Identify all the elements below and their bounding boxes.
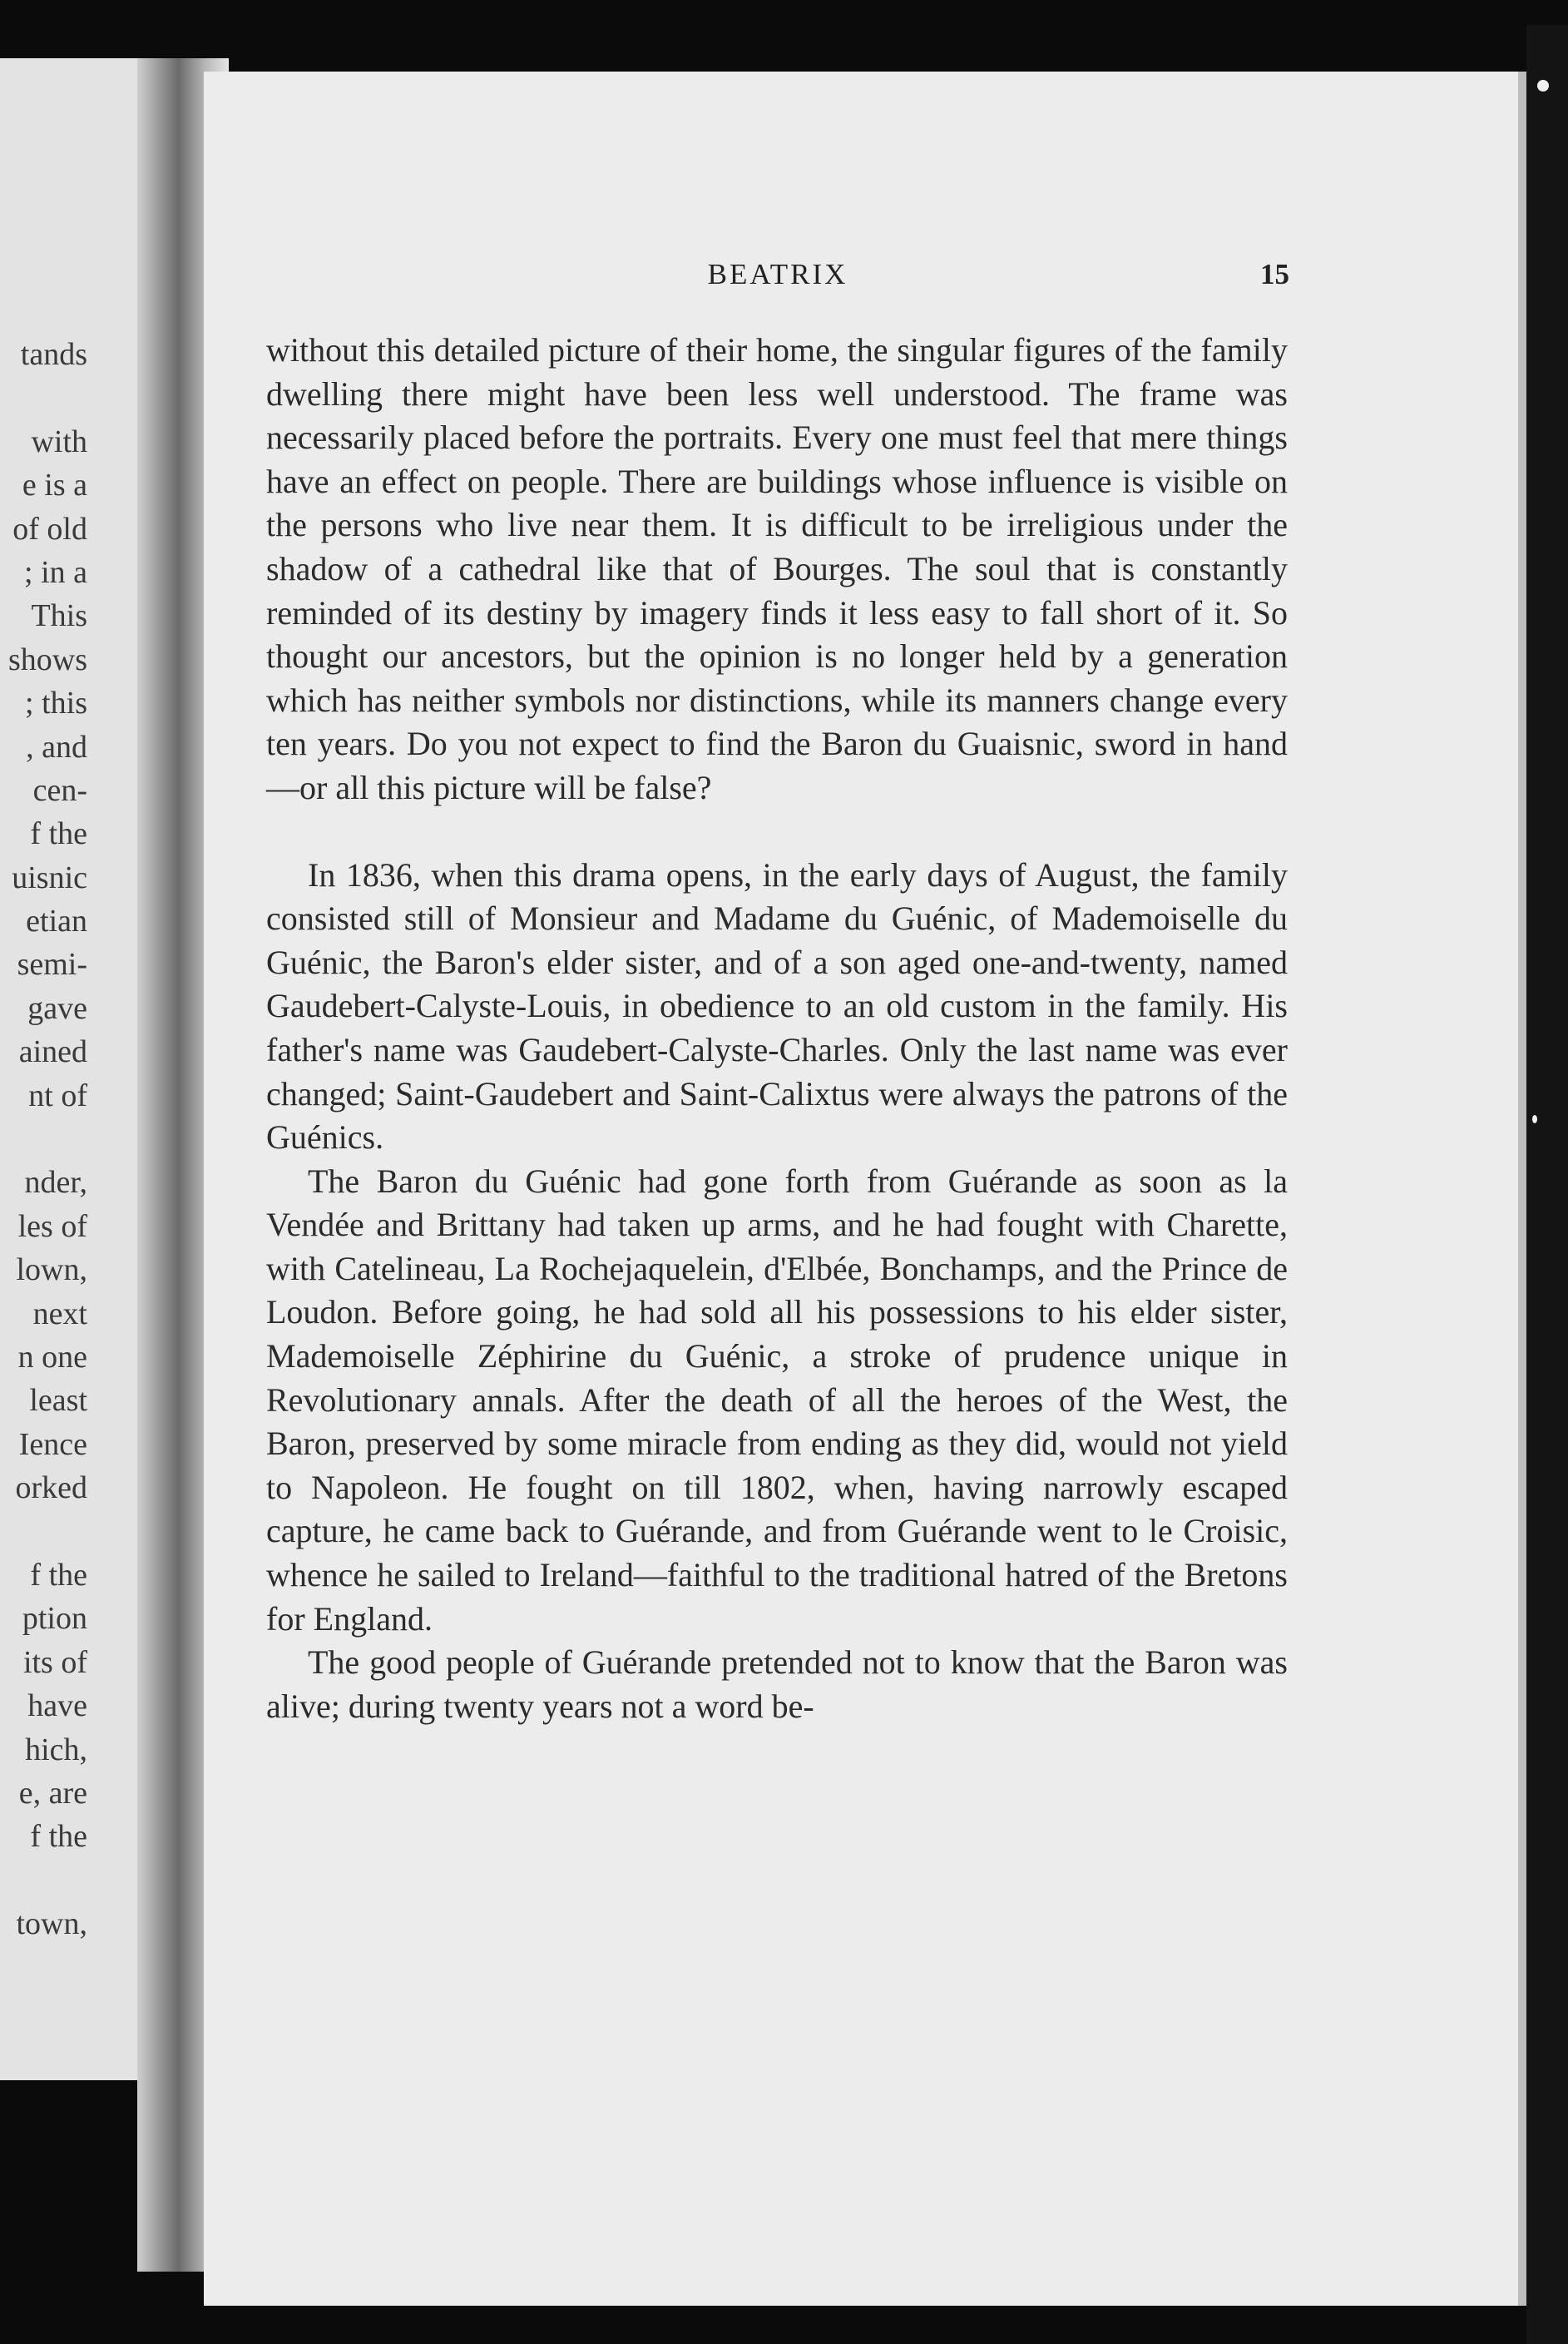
left-fragment: , and bbox=[26, 729, 87, 765]
left-fragment bbox=[0, 1510, 87, 1554]
left-fragment bbox=[0, 1859, 87, 1902]
scan-speck bbox=[1537, 80, 1549, 92]
left-fragment: ; in a bbox=[24, 554, 87, 590]
left-fragment: lown, bbox=[16, 1252, 87, 1288]
left-fragment: f the bbox=[30, 1557, 87, 1593]
left-fragment: hich, bbox=[25, 1732, 87, 1767]
left-fragment: This bbox=[31, 598, 87, 634]
paragraph: The good people of Guérande pretended not to know that the Baron was alive; during twenty years not a word be- bbox=[266, 1643, 1288, 1725]
left-fragment: e, are bbox=[18, 1775, 87, 1811]
left-fragment: town, bbox=[16, 1906, 87, 1942]
running-head-title: BEATRIX bbox=[707, 258, 848, 290]
left-fragment: ; this bbox=[25, 686, 87, 721]
left-fragment: shows bbox=[7, 642, 87, 677]
scan-border bbox=[1526, 25, 1568, 2344]
left-fragment: Ience bbox=[18, 1426, 87, 1462]
left-fragment: next bbox=[32, 1296, 87, 1331]
left-fragment: have bbox=[27, 1688, 87, 1724]
left-fragment: uisnic bbox=[12, 860, 87, 895]
left-fragment: orked bbox=[15, 1470, 87, 1506]
paragraph: without this detailed picture of their home, the singular figures of the family dwelling there might have been less well understood. The frame was necessarily placed before the portraits. Every one must feel that mere things have an effect on people. There are buildings whose influence is visible on the persons who live near them. It is difficult to be irreligious under the shadow of a cathedral like that of Bourges. The soul that is constantly reminded of its destiny by imagery finds it less easy to fall short of it. So thought our ancestors, but the opinion is no longer held by a generation which has neither symbols nor distinctions, while its manners change every ten years. Do you not expect to find the Baron du Guaisnic, sword in hand—or all this picture will be false? bbox=[266, 331, 1288, 806]
page-edge bbox=[1518, 72, 1526, 2306]
left-fragment: e is a bbox=[22, 468, 87, 503]
left-fragment: f the bbox=[30, 1819, 87, 1855]
left-fragment: its of bbox=[22, 1644, 87, 1680]
left-fragment: gave bbox=[27, 990, 87, 1026]
body-text bbox=[266, 329, 1288, 1728]
left-fragment: tands bbox=[20, 337, 87, 372]
running-head bbox=[266, 258, 1289, 305]
left-fragment: les of bbox=[17, 1208, 87, 1244]
left-fragment: least bbox=[29, 1383, 87, 1419]
left-fragment: of old bbox=[12, 511, 87, 547]
left-facing-page bbox=[0, 58, 137, 2080]
left-fragment: n one bbox=[17, 1339, 87, 1375]
left-fragment: with bbox=[31, 424, 87, 459]
left-fragment: nder, bbox=[24, 1165, 87, 1201]
left-fragment: ption bbox=[22, 1601, 87, 1637]
left-fragment: etian bbox=[26, 904, 87, 939]
left-fragment: f the bbox=[30, 816, 87, 852]
left-fragment: ained bbox=[18, 1034, 87, 1070]
scan-speck bbox=[1532, 1115, 1537, 1123]
left-page-text-fragments bbox=[0, 333, 87, 1945]
left-fragment: nt of bbox=[28, 1078, 87, 1113]
left-fragment: cen- bbox=[32, 772, 87, 808]
page-number: 15 bbox=[1260, 258, 1289, 290]
left-fragment: semi- bbox=[17, 947, 87, 983]
paragraph: In 1836, when this drama opens, in the early days of August, the family consisted still of Monsieur and Madame du Guénic, of Mademoiselle du Guénic, the Baron's elder sister, and of a son aged one-and-twenty, named Gaudebert-Calyste-Louis, in obedience to an old custom in the family. His father's name was Gaudebert-Calyste-Charles. Only the last name was ever changed; Saint-Gaudebert and Saint-Calixtus were always the patrons of the Guénics. bbox=[266, 855, 1288, 1157]
left-fragment bbox=[0, 1117, 87, 1161]
paragraph: The Baron du Guénic had gone forth from Guérande as soon as la Vendée and Brittany had taken up arms, and he had fought with Charette, with Catelineau, La Rochejaquelein, d'Elbée, Bonchamps, and the Prince de Loudon. Before going, he had sold all his possessions to his elder sister, Mademoiselle Zéphirine du Guénic, a stroke of prudence unique in Revolutionary annals. After the death of all the heroes of the West, the Baron, preserved by some miracle from ending as they did, would not yield to Napoleon. He fought on till 1802, when, having narrowly escaped capture, he came back to Guérande, and from Guérande went to le Croisic, whence he sailed to Ireland—faithful to the traditional hatred of the Bretons for England. bbox=[266, 1162, 1288, 1638]
left-fragment bbox=[0, 376, 87, 419]
